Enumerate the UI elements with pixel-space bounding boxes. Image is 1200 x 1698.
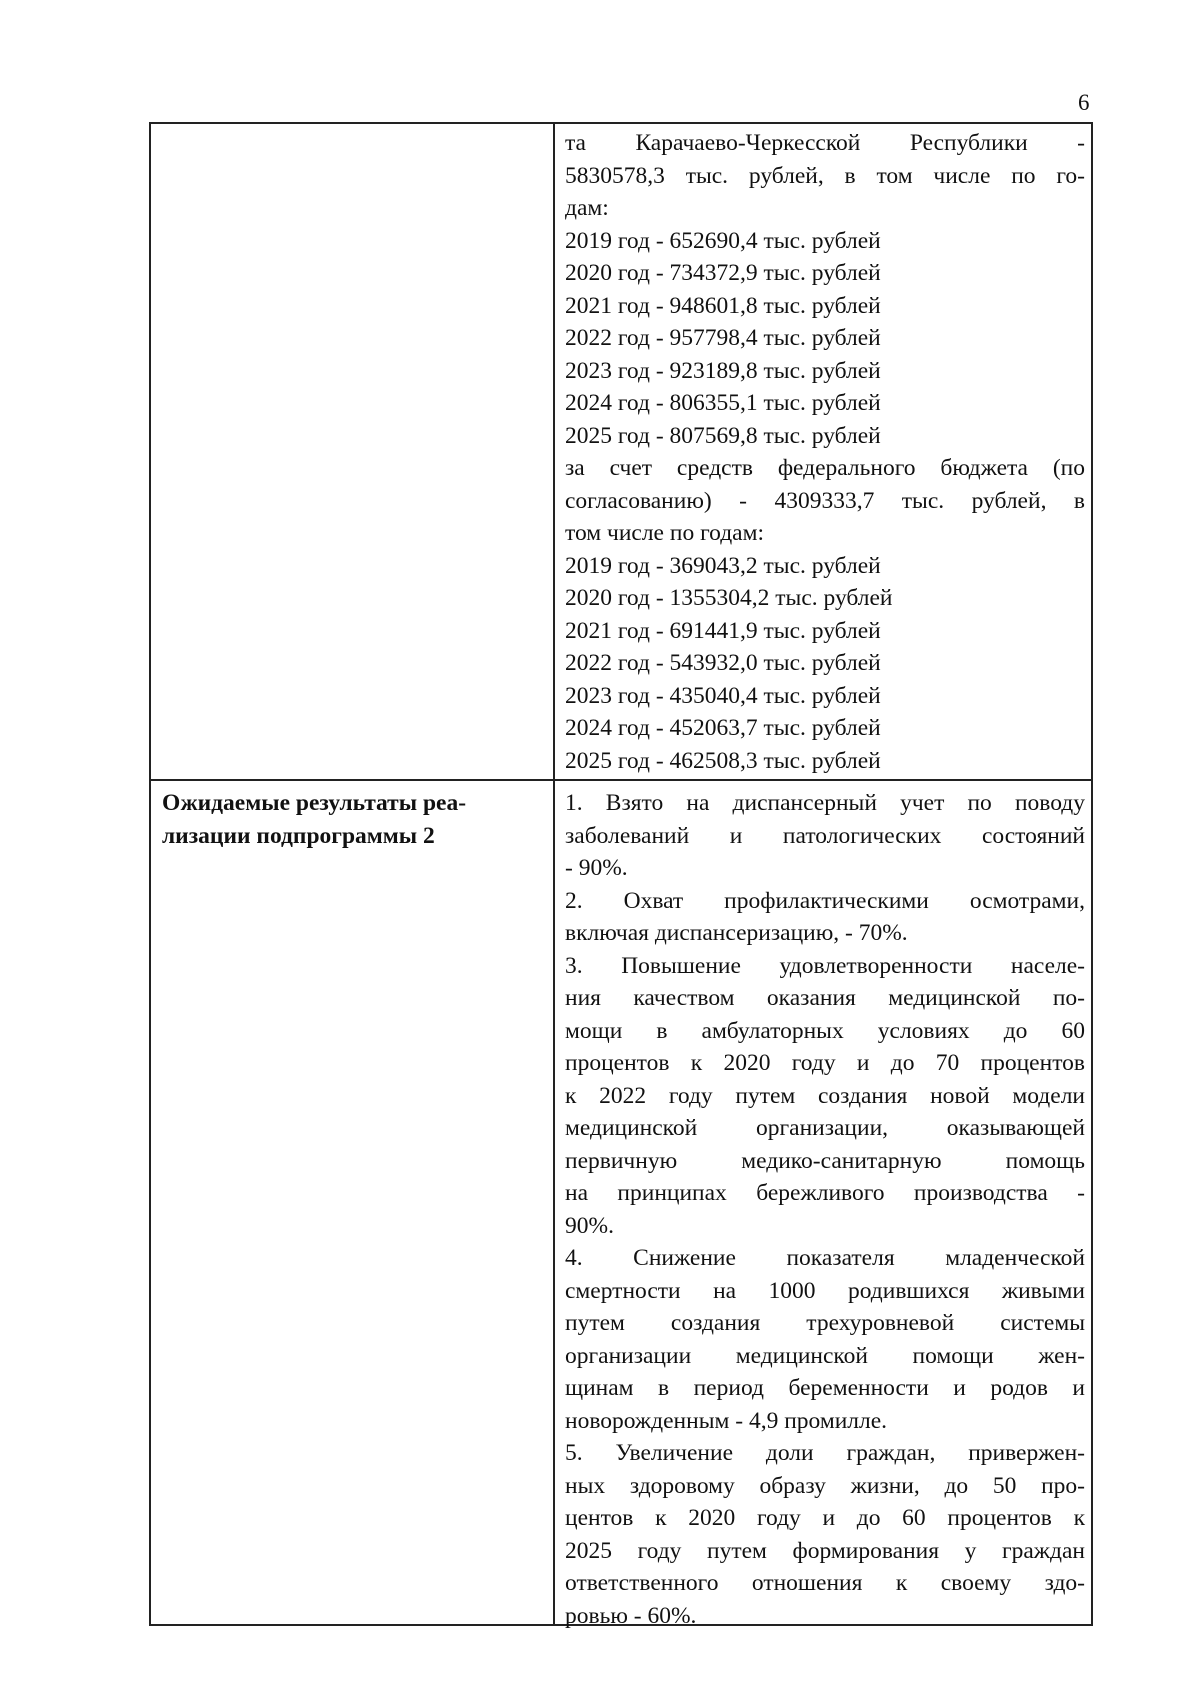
text-line: заболеваний и патологических состояний bbox=[565, 822, 1085, 849]
text-line: 2025 год - 462508,3 тыс. рублей bbox=[565, 747, 881, 774]
text-line: 2023 год - 923189,8 тыс. рублей bbox=[565, 357, 881, 384]
text-line: 5830578,3 тыс. рублей, в том числе по го- bbox=[565, 162, 1085, 189]
text-line: 2023 год - 435040,4 тыс. рублей bbox=[565, 682, 881, 709]
label-line: лизации подпрограммы 2 bbox=[162, 822, 435, 849]
text-line: к 2022 году путем создания новой модели bbox=[565, 1082, 1085, 1109]
text-line: щинам в период беременности и родов и bbox=[565, 1375, 1085, 1401]
text-line: 2021 год - 691441,9 тыс. рублей bbox=[565, 617, 881, 644]
text-line: включая диспансеризацию, - 70%. bbox=[565, 920, 908, 946]
text-line: новорожденным - 4,9 промилле. bbox=[565, 1407, 888, 1434]
text-line: 2024 год - 452063,7 тыс. рублей bbox=[565, 715, 881, 741]
text-line: путем создания трехуровневой системы bbox=[565, 1310, 1085, 1336]
text-line: мощи в амбулаторных условиях до 60 bbox=[565, 1017, 1085, 1044]
text-line: 2019 год - 369043,2 тыс. рублей bbox=[565, 552, 881, 579]
text-line: та Карачаево-Черкесской Республики - bbox=[565, 130, 1085, 156]
text-line: 1. Взято на диспансерный учет по поводу bbox=[565, 790, 1085, 816]
text-line: процентов к 2020 году и до 70 процентов bbox=[565, 1050, 1085, 1076]
text-line: том числе по годам: bbox=[565, 520, 764, 546]
text-line: ния качеством оказания медицинской по- bbox=[565, 985, 1085, 1011]
text-line: 2021 год - 948601,8 тыс. рублей bbox=[565, 292, 881, 319]
label-line: Ожидаемые результаты реа- bbox=[162, 790, 467, 816]
text-line: 2022 год - 543932,0 тыс. рублей bbox=[565, 650, 881, 676]
text-line: ответственного отношения к своему здо- bbox=[565, 1570, 1085, 1596]
text-line: на принципах бережливого производства - bbox=[565, 1180, 1085, 1206]
text-line: 2020 год - 1355304,2 тыс. рублей bbox=[565, 585, 893, 611]
text-line: 2. Охват профилактическими осмотрами, bbox=[565, 887, 1085, 914]
text-line: первичную медико-санитарную помощь bbox=[565, 1147, 1085, 1174]
funding-cell bbox=[565, 127, 1085, 777]
text-line: медицинской организации, оказывающей bbox=[565, 1115, 1085, 1141]
text-line: - 90%. bbox=[565, 855, 628, 881]
program-table bbox=[149, 122, 1093, 1629]
row-label-expected-results bbox=[162, 787, 542, 852]
text-line: смертности на 1000 родившихся живыми bbox=[565, 1277, 1085, 1304]
text-line: центов к 2020 году и до 60 процентов к bbox=[565, 1505, 1085, 1531]
column-divider bbox=[553, 124, 555, 1624]
text-line: 2022 год - 957798,4 тыс. рублей bbox=[565, 325, 881, 351]
text-line: 2025 году путем формирования у граждан bbox=[565, 1537, 1085, 1564]
text-line: 3. Повышение удовлетворенности населе- bbox=[565, 952, 1085, 979]
text-line: за счет средств федерального бюджета (по bbox=[565, 455, 1085, 481]
text-line: 90%. bbox=[565, 1212, 614, 1239]
row-divider bbox=[151, 779, 1091, 781]
text-line: ных здоровому образу жизни, до 50 про- bbox=[565, 1472, 1085, 1499]
text-line: дам: bbox=[565, 195, 609, 221]
results-cell bbox=[565, 787, 1085, 1632]
text-line: 2024 год - 806355,1 тыс. рублей bbox=[565, 390, 881, 416]
text-line: 2025 год - 807569,8 тыс. рублей bbox=[565, 422, 881, 449]
text-line: ровью - 60%. bbox=[565, 1602, 697, 1629]
text-line: 2019 год - 652690,4 тыс. рублей bbox=[565, 227, 881, 254]
text-line: организации медицинской помощи жен- bbox=[565, 1342, 1085, 1369]
text-line: 5. Увеличение доли граждан, привержен- bbox=[565, 1440, 1085, 1466]
text-line: 2020 год - 734372,9 тыс. рублей bbox=[565, 260, 881, 286]
text-line: согласованию) - 4309333,7 тыс. рублей, в bbox=[565, 487, 1085, 514]
text-line: 4. Снижение показателя младенческой bbox=[565, 1245, 1085, 1271]
page-number: 6 bbox=[1078, 90, 1090, 115]
